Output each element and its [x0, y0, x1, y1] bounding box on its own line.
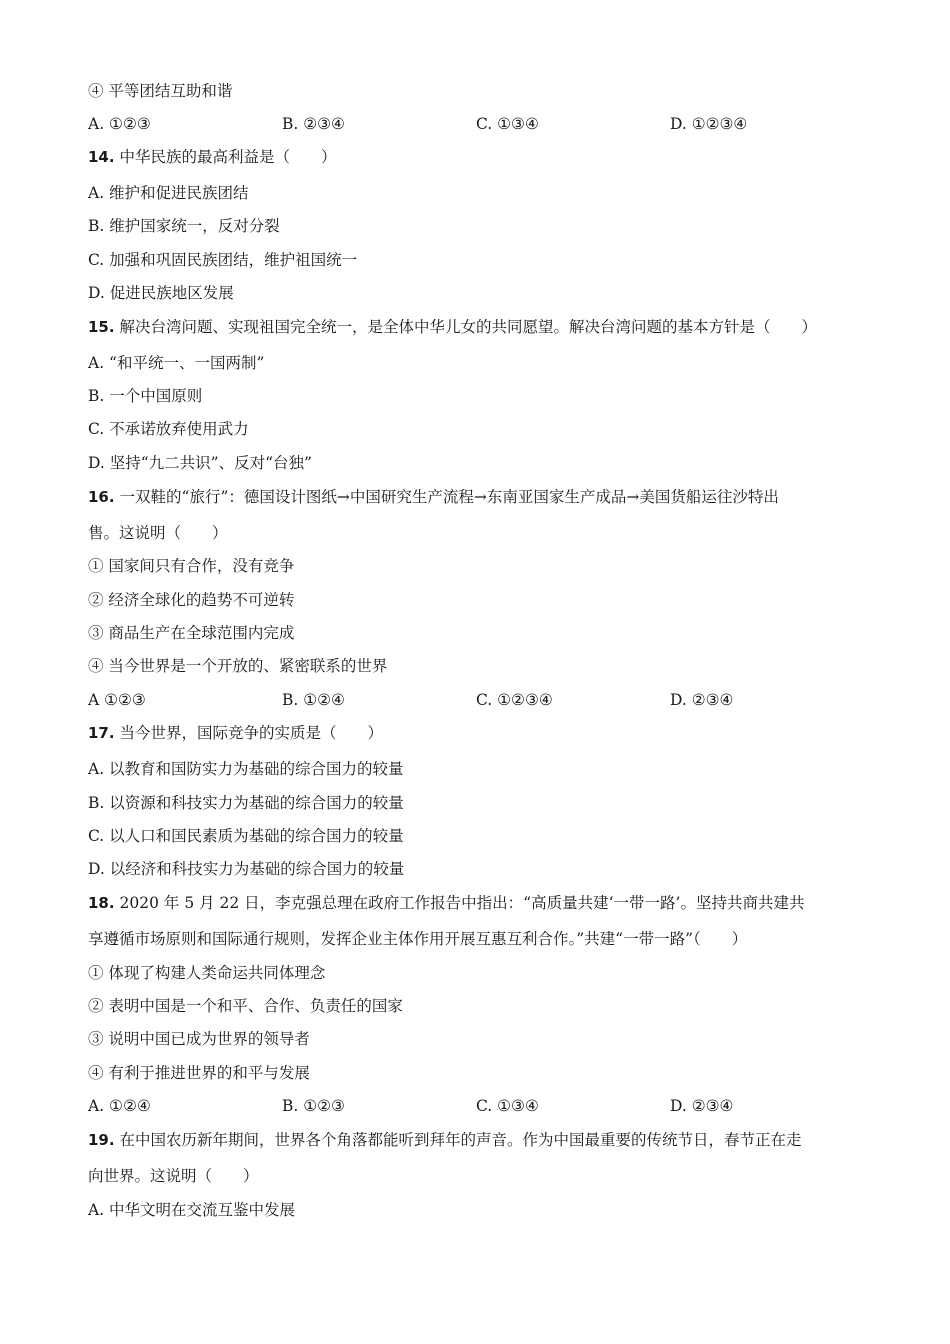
q17-number: 17. — [88, 724, 115, 742]
q18-option-d: D. ②③④ — [670, 1097, 734, 1115]
q13-options — [88, 114, 868, 134]
q17-stem — [88, 723, 383, 743]
q18-stem-line-2: 享遵循市场原则和国际通行规则，发挥企业主体作用开展互惠互利合作。”共建“一带一路”（ ） — [88, 930, 748, 948]
q16-item-3: ③ 商品生产在全球范围内完成 — [88, 624, 295, 642]
q16-option-d: D. ②③④ — [670, 691, 734, 709]
q19-option-a: A. 中华文明在交流互鉴中发展 — [88, 1201, 296, 1219]
q16-number: 16. — [88, 488, 115, 506]
q15-option-b: B. 一个中国原则 — [88, 387, 203, 405]
q16-stem-line-1 — [88, 487, 779, 507]
q13-option-c: C. ①③④ — [476, 115, 539, 133]
q18-stem-line-1 — [88, 893, 804, 913]
q14-option-a: A. 维护和促进民族团结 — [88, 184, 249, 202]
q14-text: 中华民族的最高利益是（ ） — [119, 148, 337, 166]
q16-item-2: ② 经济全球化的趋势不可逆转 — [88, 591, 295, 609]
q18-options — [88, 1096, 868, 1116]
q19-stem-line-2: 向世界。这说明（ ） — [88, 1167, 259, 1185]
q18-item-1: ① 体现了构建人类命运共同体理念 — [88, 964, 326, 982]
q18-item-3: ③ 说明中国已成为世界的领导者 — [88, 1030, 310, 1048]
q16-option-b: B. ①②④ — [282, 691, 345, 709]
q15-option-d: D. 坚持“九二共识”、反对“台独” — [88, 454, 312, 472]
q18-option-b: B. ①②③ — [282, 1097, 345, 1115]
q14-number: 14. — [88, 148, 115, 166]
q14-option-b: B. 维护国家统一，反对分裂 — [88, 217, 280, 235]
q15-stem — [88, 317, 817, 337]
q14-stem — [88, 147, 337, 167]
q16-option-c: C. ①②③④ — [476, 691, 553, 709]
q14-option-c: C. 加强和巩固民族团结，维护祖国统一 — [88, 251, 358, 269]
q16-item-4: ④ 当今世界是一个开放的、紧密联系的世界 — [88, 657, 388, 675]
q16-text-1: 一双鞋的“旅行”：德国设计图纸→中国研究生产流程→东南亚国家生产成品→美国货船运往沙特出 — [119, 488, 779, 506]
q15-text: 解决台湾问题、实现祖国完全统一，是全体中华儿女的共同愿望。解决台湾问题的基本方针是（ ） — [119, 318, 818, 336]
q14-option-d: D. 促进民族地区发展 — [88, 284, 234, 302]
q19-text-1: 在中国农历新年期间，世界各个角落都能听到拜年的声音。作为中国最重要的传统节日，春节正在走 — [119, 1131, 802, 1149]
q17-option-b: B. 以资源和科技实力为基础的综合国力的较量 — [88, 794, 404, 812]
q13-option-b: B. ②③④ — [282, 115, 345, 133]
q16-options — [88, 690, 868, 710]
q13-option-d: D. ①②③④ — [670, 115, 748, 133]
q16-option-a: A ①②③ — [88, 691, 146, 709]
q15-number: 15. — [88, 318, 115, 336]
q17-option-d: D. 以经济和科技实力为基础的综合国力的较量 — [88, 860, 405, 878]
q19-stem-line-1 — [88, 1130, 802, 1150]
q18-option-c: C. ①③④ — [476, 1097, 539, 1115]
q15-option-a: A. “和平统一、一国两制” — [88, 354, 265, 372]
q16-item-1: ① 国家间只有合作，没有竞争 — [88, 557, 295, 575]
q13-item-4: ④ 平等团结互助和谐 — [88, 82, 233, 100]
q17-text: 当今世界，国际竞争的实质是（ ） — [119, 724, 384, 742]
q17-option-a: A. 以教育和国防实力为基础的综合国力的较量 — [88, 760, 404, 778]
q18-number: 18. — [88, 894, 115, 912]
q13-option-a: A. ①②③ — [88, 115, 151, 133]
q18-option-a: A. ①②④ — [88, 1097, 151, 1115]
q16-stem-line-2: 售。这说明（ ） — [88, 524, 228, 542]
q18-text-1: 2020 年 5 月 22 日，李克强总理在政府工作报告中指出：“高质量共建‘一带一路’。坚持共商共建共 — [119, 894, 805, 912]
q17-option-c: C. 以人口和国民素质为基础的综合国力的较量 — [88, 827, 404, 845]
q15-option-c: C. 不承诺放弃使用武力 — [88, 420, 249, 438]
q18-item-4: ④ 有利于推进世界的和平与发展 — [88, 1064, 310, 1082]
q19-number: 19. — [88, 1131, 115, 1149]
q18-item-2: ② 表明中国是一个和平、合作、负责任的国家 — [88, 997, 403, 1015]
